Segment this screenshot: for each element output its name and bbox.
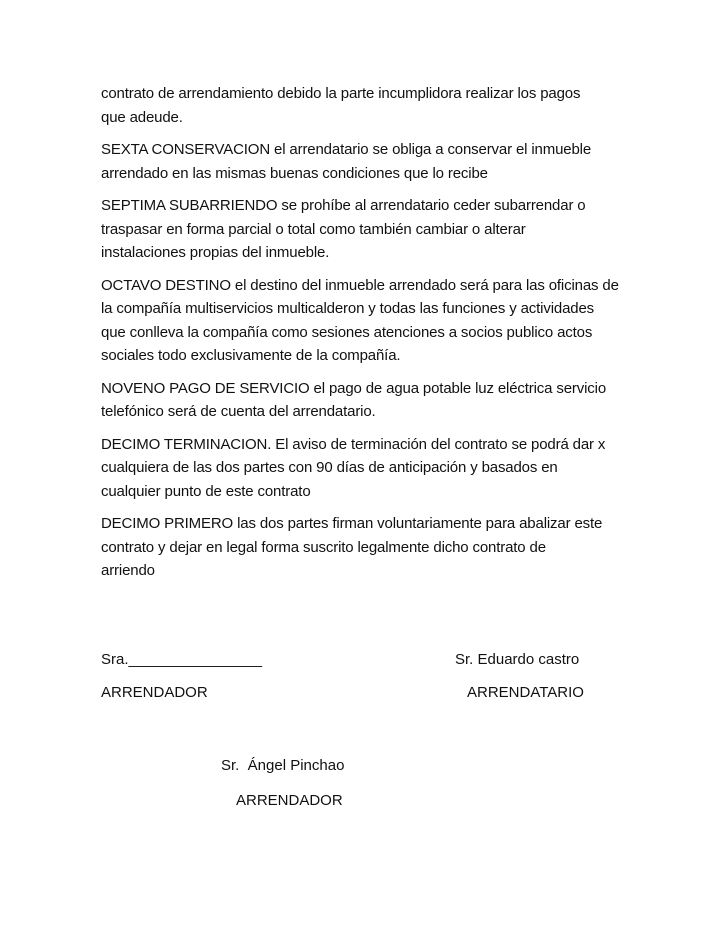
clause-septima-subarriendo: SEPTIMA SUBARRIENDO se prohíbe al arrendatario ceder subarrendar o traspasar en forma parcial o total como también cambiar o alterar instalaciones propias del inmueble. <box>101 197 586 261</box>
signature-right-name: Sr. Eduardo castro <box>455 651 580 668</box>
clause-paragraph-continuation: contrato de arrendamiento debido la parte incumplidora realizar los pagos que adeude. <box>101 85 581 126</box>
signature-left-role: ARRENDADOR <box>101 684 208 701</box>
clause-decimo-primero: DECIMO PRIMERO las dos partes firman voluntariamente para abalizar este contrato y dejar en legal forma suscrito legalmente dicho contrato de arriendo <box>101 515 603 579</box>
clause-noveno-pago-servicio: NOVENO PAGO DE SERVICIO el pago de agua potable luz eléctrica servicio telefónico será de cuenta del arrendatario. <box>101 379 607 420</box>
signature-right-role: ARRENDATARIO <box>467 684 584 701</box>
clause-octavo-destino: OCTAVO DESTINO el destino del inmueble arrendado será para las oficinas de la compañía multiservicios multicalderon y todas las funciones y actividades que conlleva la compañía como sesiones atenciones a socios publico actos sociales todo exclusivamente de la compañía. <box>101 276 619 364</box>
clause-decimo-terminacion: DECIMO TERMINACION. El aviso de terminación del contrato se podrá dar x cualquiera de las dos partes con 90 días de anticipación y basados en cualquier punto de este contrato <box>101 435 606 500</box>
signature-center-name: Sr. Ángel Pinchao <box>221 757 345 774</box>
signature-center-role: ARRENDADOR <box>236 792 343 809</box>
signature-left-name: Sra.________________ <box>101 651 262 668</box>
clause-sexta-conservacion: SEXTA CONSERVACION el arrendatario se obliga a conservar el inmueble arrendado en las mismas buenas condiciones que lo recibe <box>101 141 592 182</box>
contract-body <box>101 82 641 592</box>
